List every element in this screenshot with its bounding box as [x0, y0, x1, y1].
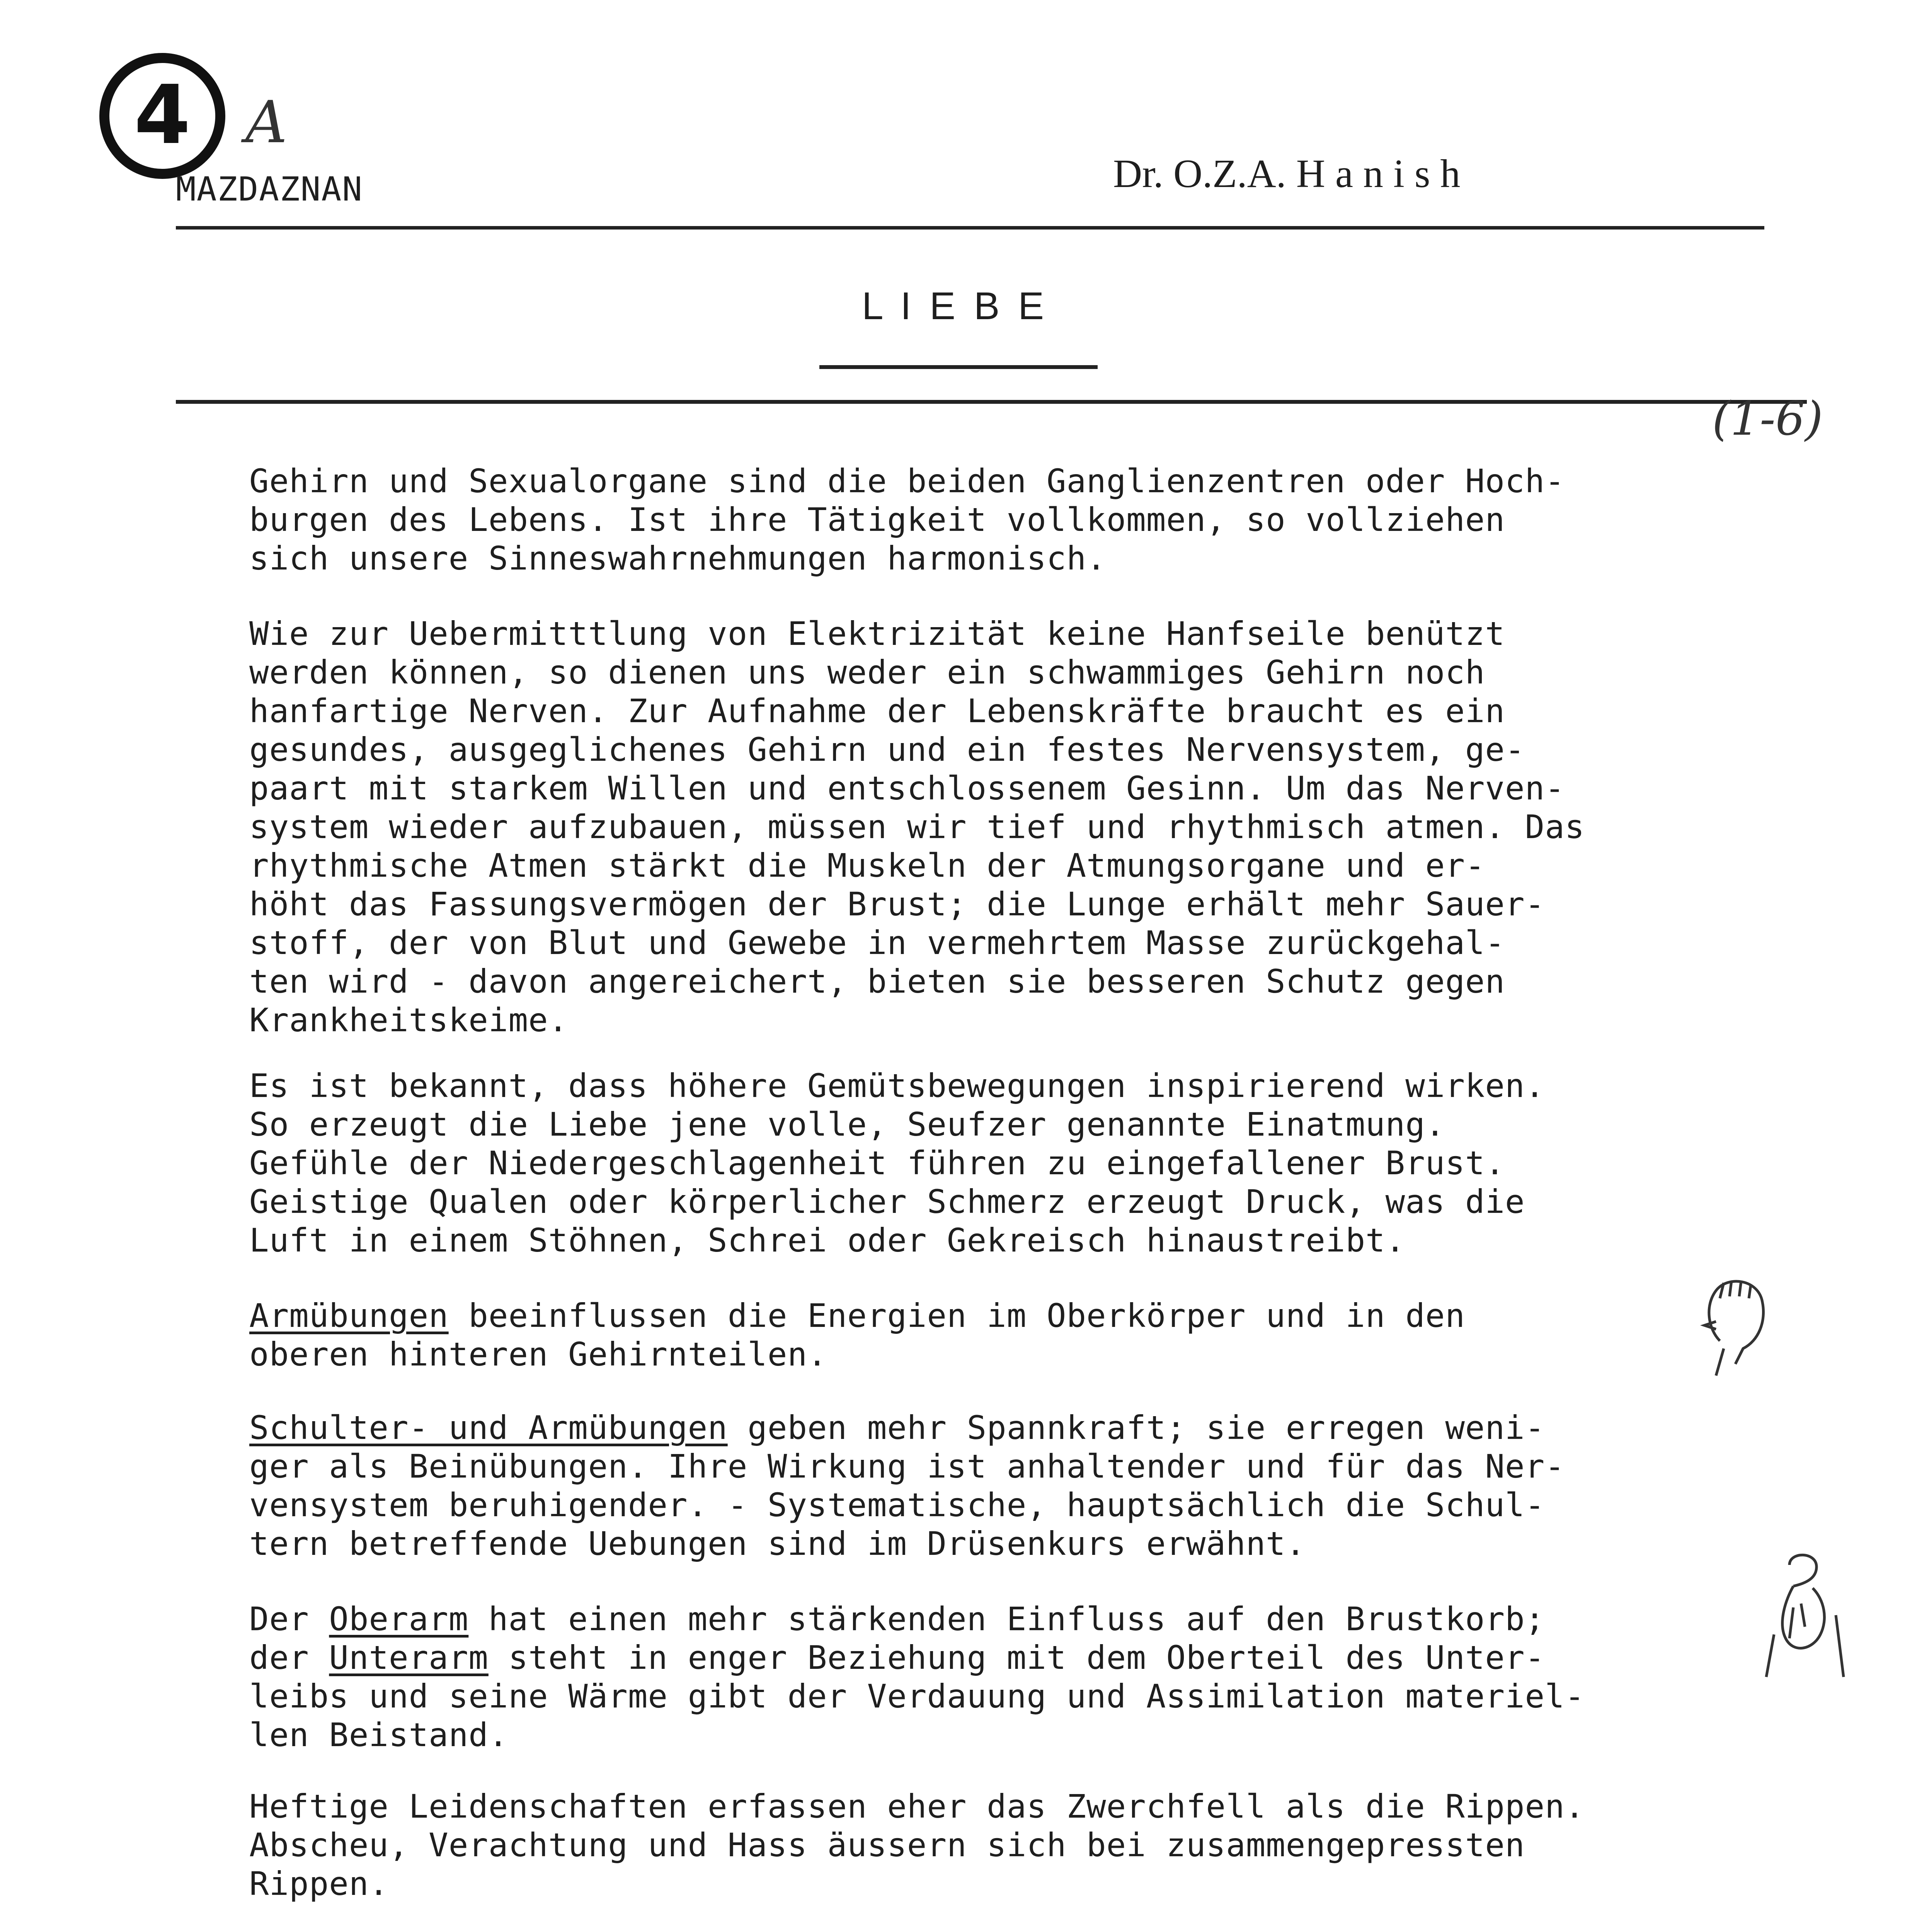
title-underline — [819, 365, 1098, 369]
text-line: paart mit starkem Willen und entschlossenem Gesinn. Um das Nerven- — [249, 769, 1565, 807]
text-line: sich unsere Sinneswahrnehmungen harmonisch. — [249, 539, 1107, 577]
text-line: Luft in einem Stöhnen, Schrei oder Gekreisch hinaustreibt. — [249, 1221, 1406, 1259]
text-line: So erzeugt die Liebe jene volle, Seufzer genannte Einatmung. — [249, 1105, 1445, 1143]
text-line: vensystem beruhigender. - Systematische, hauptsächlich die Schul- — [249, 1486, 1545, 1524]
text-line — [249, 1600, 1853, 1638]
paragraph-3 — [249, 1066, 1853, 1260]
document-title: L I E B E — [862, 284, 1048, 328]
text-fragment: beeinflussen die Energien im Oberkörper und in den — [448, 1297, 1465, 1335]
paragraph-1 — [249, 462, 1853, 578]
paragraph-7 — [249, 1787, 1853, 1903]
text-line: Es ist bekannt, dass höhere Gemütsbewegungen inspirierend wirken. — [249, 1067, 1545, 1105]
text-line: Wie zur Uebermitttlung von Elektrizität keine Hanfseile benützt — [249, 615, 1505, 653]
text-line: len Beistand. — [249, 1716, 509, 1754]
paragraph-6 — [249, 1600, 1853, 1754]
text-line: rhythmische Atmen stärkt die Muskeln der Atmungsorgane und er- — [249, 847, 1485, 884]
text-fragment: der — [249, 1639, 329, 1677]
text-line: Rippen. — [249, 1865, 389, 1903]
text-line — [249, 1638, 1853, 1677]
text-line: Gehirn und Sexualorgane sind die beiden Ganglienzentren oder Hoch- — [249, 462, 1565, 500]
text-line: system wieder aufzubauen, müssen wir tief und rhythmisch atmen. Das — [249, 808, 1585, 846]
text-line: Geistige Qualen oder körperlicher Schmerz erzeugt Druck, was die — [249, 1183, 1525, 1221]
torso-sketch-icon — [1762, 1549, 1847, 1681]
text-line: Heftige Leidenschaften erfassen eher das Zwerchfell als die Rippen. — [249, 1787, 1585, 1825]
text-line: ten wird - davon angereichert, bieten sie besseren Schutz gegen — [249, 963, 1505, 1000]
text-line: oberen hinteren Gehirnteilen. — [249, 1335, 827, 1373]
header-rule-lower — [176, 400, 1807, 404]
text-line: burgen des Lebens. Ist ihre Tätigkeit vollkommen, so vollziehen — [249, 501, 1505, 539]
header-rule — [176, 226, 1764, 230]
text-line: leibs und seine Wärme gibt der Verdauung und Assimilation materiel- — [249, 1677, 1585, 1715]
organization-name: MAZDAZNAN — [176, 170, 363, 209]
page-stamp — [99, 52, 226, 180]
text-fragment: steht in enger Beziehung mit dem Oberteil des Unter- — [488, 1639, 1545, 1677]
underlined-term: Oberarm — [329, 1600, 469, 1638]
head-sketch-icon — [1693, 1275, 1778, 1383]
text-fragment: Der — [249, 1600, 329, 1638]
text-line: ger als Beinübungen. Ihre Wirkung ist anhaltender und für das Ner- — [249, 1447, 1565, 1485]
text-line: gesundes, ausgeglichenes Gehirn und ein festes Nervensystem, ge- — [249, 731, 1525, 769]
text-line: werden können, so dienen uns weder ein schwammiges Gehirn noch — [249, 653, 1485, 691]
text-line: Gefühle der Niedergeschlagenheit führen zu eingefallener Brust. — [249, 1144, 1505, 1182]
text-line: tern betreffende Uebungen sind im Drüsenkurs erwähnt. — [249, 1525, 1306, 1563]
text-line: stoff, der von Blut und Gewebe in vermehrtem Masse zurückgehal- — [249, 924, 1505, 962]
text-line — [249, 1408, 1853, 1447]
paragraph-5 — [249, 1408, 1853, 1563]
text-line: Abscheu, Verachtung und Hass äussern sich bei zusammengepressten — [249, 1826, 1525, 1864]
text-line — [249, 1296, 1853, 1335]
paragraph-2 — [249, 614, 1853, 1039]
stamp-letter: A — [245, 89, 288, 156]
text-line: Krankheitskeime. — [249, 1001, 569, 1039]
underlined-term: Armübungen — [249, 1297, 449, 1335]
stamp-number: 4 — [134, 68, 191, 162]
text-fragment: geben mehr Spannkraft; sie erregen weni- — [727, 1409, 1545, 1447]
underlined-term: Schulter- und Armübungen — [249, 1409, 728, 1447]
text-line: hanfartige Nerven. Zur Aufnahme der Lebenskräfte braucht es ein — [249, 692, 1505, 730]
author: Dr. O.Z.A. H a n i s h — [1113, 151, 1461, 196]
paragraph-4 — [249, 1296, 1853, 1374]
page-range-annotation: (1-6) — [1712, 392, 1823, 446]
underlined-term: Unterarm — [329, 1639, 489, 1677]
text-fragment: hat einen mehr stärkenden Einfluss auf den Brustkorb; — [468, 1600, 1545, 1638]
text-line: höht das Fassungsvermögen der Brust; die Lunge erhält mehr Sauer- — [249, 885, 1545, 923]
